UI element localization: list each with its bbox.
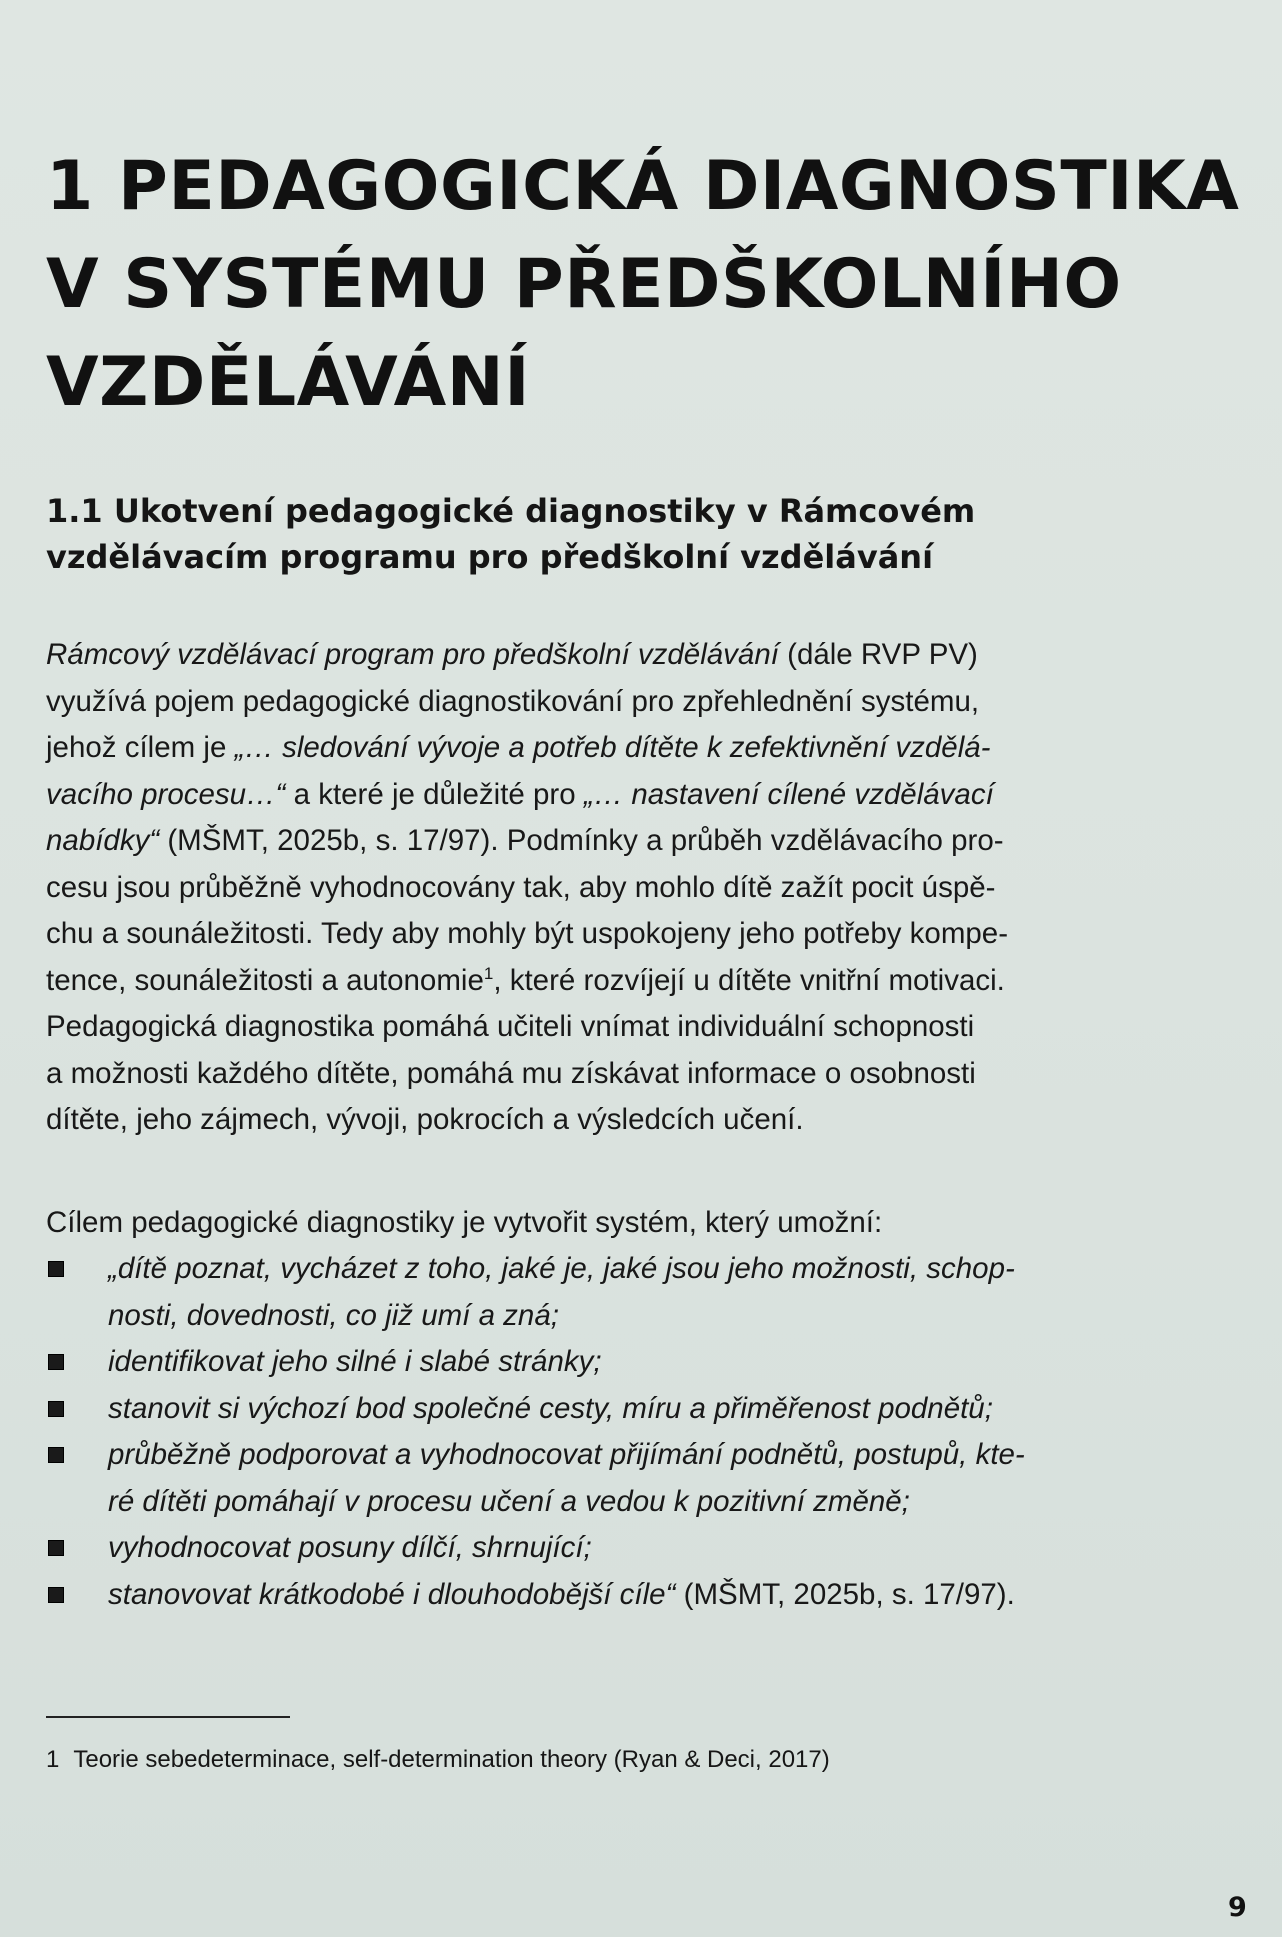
intro-paragraph: [46, 632, 1150, 1144]
quotation-italic: vacího procesu…“: [46, 777, 286, 811]
text-span: , které rozvíjejí u dítěte vnitřní motivaci.: [493, 963, 1005, 997]
text-span: (dále RVP PV): [778, 638, 978, 671]
paragraph-line: [46, 632, 1150, 679]
square-bullet-icon: [48, 1401, 64, 1417]
footnote: [46, 1744, 830, 1776]
list-item: [46, 1246, 1156, 1339]
list-item: [46, 1339, 1156, 1386]
list-item-line: identifikovat jeho silné i slabé stránky;: [108, 1345, 602, 1378]
list-item-line: stanovit si výchozí bod společné cesty, míru a přiměřenost podnětů;: [108, 1391, 993, 1425]
list-item-text: stanovovat krátkodobé i dlouhodobější cíle“: [108, 1577, 676, 1611]
quotation-italic: „… sledování vývoje a potřeb dítěte k zefektivnění vzdělá-: [234, 731, 991, 764]
list-item: [46, 1386, 1156, 1433]
document-title-italic: Rámcový vzdělávací program pro předškolní vzdělávání: [46, 638, 779, 671]
square-bullet-icon: [48, 1447, 64, 1463]
paragraph-line: Cílem pedagogické diagnostiky je vytvořit systém, který umožní:: [46, 1206, 883, 1239]
chapter-title-line: V SYSTÉMU PŘEDŠKOLNÍHO: [46, 245, 1122, 324]
paragraph-line: [46, 958, 1150, 1005]
footnote-divider: [46, 1716, 290, 1718]
goals-bullet-list: [46, 1246, 1156, 1618]
quotation-italic: nabídky“: [46, 824, 160, 857]
paragraph-line: Pedagogická diagnostika pomáhá učiteli vnímat individuální schopnosti: [46, 1010, 975, 1043]
text-span: (MŠMT, 2025b, s. 17/97). Podmínky a průběh vzdělávacího pro-: [159, 824, 1004, 857]
list-item-line: „dítě poznat, vycházet z toho, jaké je, jaké jsou jeho možnosti, schop-: [108, 1252, 1015, 1285]
chapter-title-line: VZDĚLÁVÁNÍ: [46, 343, 531, 422]
chapter-title-line: 1 PEDAGOGICKÁ DIAGNOSTIKA: [46, 147, 1240, 226]
goals-intro-paragraph: [46, 1200, 1150, 1247]
paragraph-line: dítěte, jeho zájmech, vývoji, pokrocích a výsledcích učení.: [46, 1103, 804, 1136]
page-number: 9: [1228, 1892, 1247, 1923]
list-item-line: průběžně podporovat a vyhodnocovat přijímání podnětů, postupů, kte-: [108, 1438, 1025, 1471]
paragraph-line: chu a sounáležitosti. Tedy aby mohly být uspokojeny jeho potřeby kompe-: [46, 917, 1009, 950]
paragraph-line: a možnosti každého dítěte, pomáhá mu získávat informace o osobnosti: [46, 1056, 976, 1090]
chapter-title: [46, 138, 1240, 432]
section-title-line: vzdělávacím programu pro předškolní vzdělávání: [46, 538, 934, 576]
quotation-italic: „… nastavení cílené vzdělávací: [583, 777, 994, 811]
footnote-number: 1: [46, 1746, 60, 1773]
list-item-line: [108, 1572, 1156, 1619]
text-span: jehož cílem je: [46, 731, 235, 764]
list-item-line: nosti, dovednosti, co již umí a zná;: [108, 1298, 559, 1332]
text-span: a které je důležité pro: [285, 777, 584, 811]
list-item: [46, 1572, 1156, 1619]
section-title-line: 1.1 Ukotvení pedagogické diagnostiky v Rámcovém: [46, 492, 976, 530]
list-item: [46, 1432, 1156, 1525]
section-title: [46, 488, 1146, 580]
list-item: [46, 1525, 1156, 1572]
list-item-line: ré dítěti pomáhají v procesu učení a vedou k pozitivní změně;: [108, 1484, 910, 1518]
square-bullet-icon: [48, 1540, 64, 1556]
footnote-text: Teorie sebedeterminace, self-determination theory (Ryan & Deci, 2017): [73, 1746, 830, 1773]
paragraph-line: využívá pojem pedagogické diagnostikování pro zpřehlednění systému,: [46, 684, 980, 718]
paragraph-line: [46, 772, 1150, 819]
footnote-reference: 1: [483, 963, 494, 983]
citation-text: (MŠMT, 2025b, s. 17/97).: [675, 1577, 1015, 1611]
paragraph-line: cesu jsou průběžně vyhodnocovány tak, aby mohlo dítě zažít pocit úspě-: [46, 870, 996, 904]
paragraph-line: [46, 725, 1150, 772]
text-span: tence, sounáležitosti a autonomie: [46, 963, 484, 997]
list-item-line: vyhodnocovat posuny dílčí, shrnující;: [108, 1531, 592, 1564]
square-bullet-icon: [48, 1261, 64, 1277]
square-bullet-icon: [48, 1587, 64, 1603]
square-bullet-icon: [48, 1354, 64, 1370]
paragraph-line: [46, 818, 1150, 865]
